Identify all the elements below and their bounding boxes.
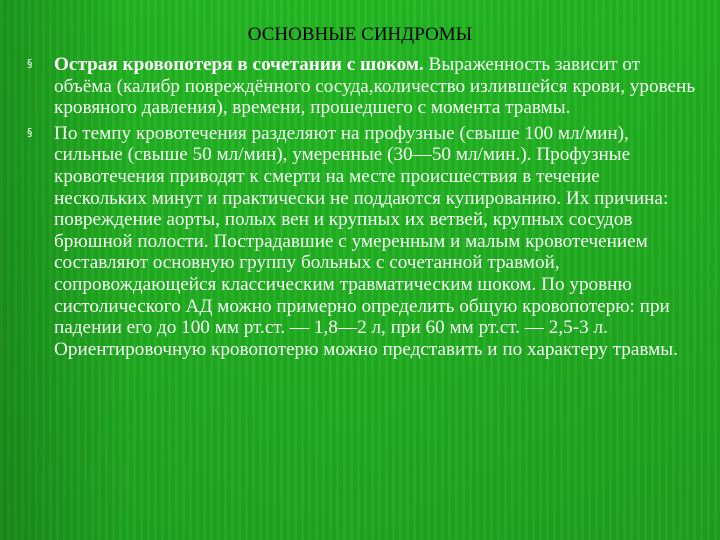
bullet-marker-icon: § xyxy=(27,57,33,70)
bullet-1-text: Выраженность зависит от объёма (калибр повреждённого сосуда,количество излившейся крови, уровень кровяного давления), времени, прошедшего с момента травмы. xyxy=(54,54,696,119)
slide-title-text: ОСНОВНЫЕ СИНДРОМЫ xyxy=(247,24,473,45)
slide-content xyxy=(24,54,696,364)
bullet-2-text: По темпу кровотечения разделяют на профузные (свыше 100 мл/мин), сильные (свыше 50 мл/мин), умеренные (30—50 мл/мин.). Профузные кровотечения приводят к смерти на месте происшествия в течение нескольких минут и практически не поддаются купированию. Их причина: повреждение аорты, полых вен и крупных их ветвей, крупных сосудов брюшной полости. Пострадавшие с умеренным и малым кровотечением составляют основную группу больных с сочетанной травмой, сопровождающейся классическим травматическим шоком. По уровню систолического АД можно примерно определить общую кровопотерю: при падении его до 100 мм рт.ст. — 1,8—2 л, при 60 мм рт.ст. — 2,5-3 л. Ориентировочную кровопотерю можно представить и по характеру травмы. xyxy=(54,122,678,360)
slide-title xyxy=(0,24,720,46)
bullet-marker-icon: § xyxy=(27,125,33,139)
bullet-item-1 xyxy=(24,54,696,119)
bullet-1-bold-text: Острая кровопотеря в сочетании с шоком. xyxy=(54,54,424,75)
bullet-item-2 xyxy=(24,123,696,361)
